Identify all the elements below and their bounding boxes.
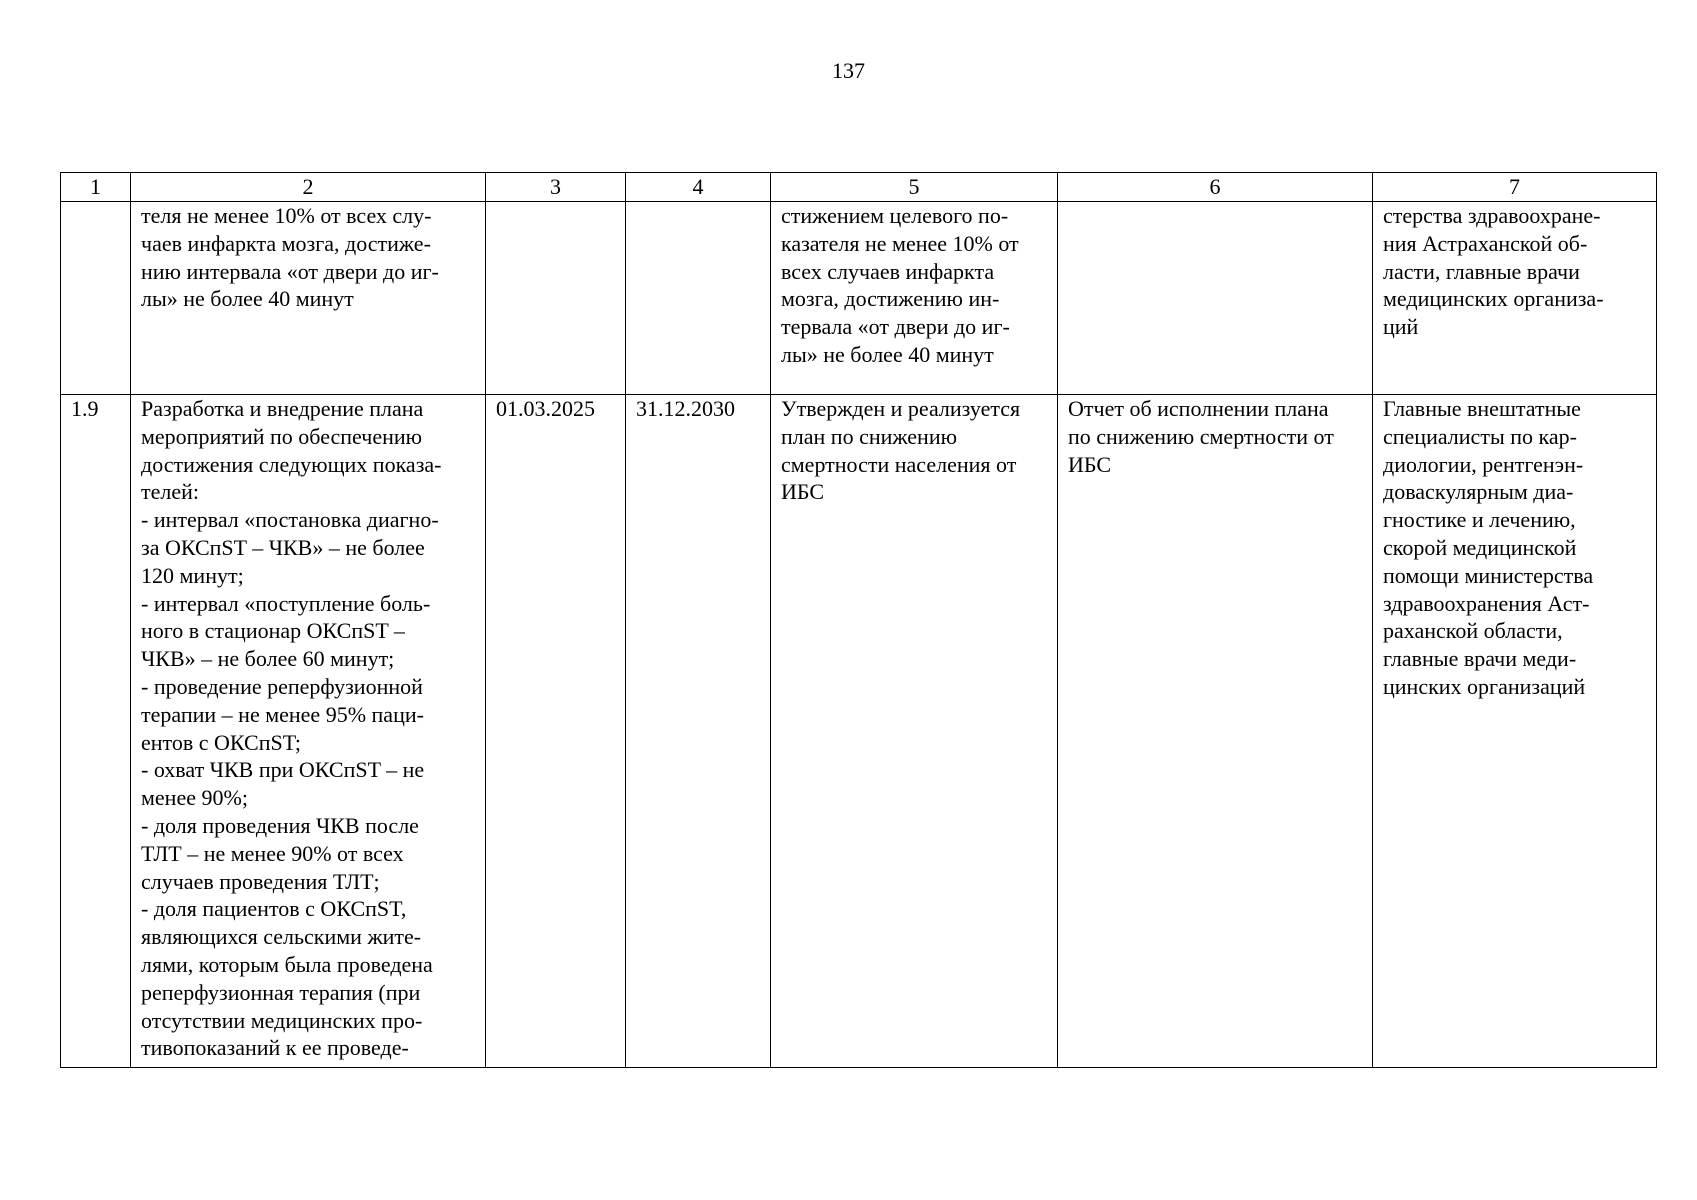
cell-responsible: Главные внештатные специалисты по кар- диологии, рентгенэн- доваскулярным диа- гностике и лечению, скорой медицинской помощи министерства здравоохранения Аст- раханской области, главные врачи меди- цинских организаций: [1373, 395, 1657, 1068]
column-header-6: 6: [1058, 173, 1373, 202]
table-row-1-9: [61, 395, 1657, 1068]
measures-table: [60, 172, 1657, 1068]
cell-control-characteristic: Отчет об исполнении плана по снижению смертности от ИБС: [1058, 395, 1373, 1068]
cell-start-date: 01.03.2025: [486, 395, 626, 1068]
cell-start-date: [486, 202, 626, 395]
cell-expected-result: стижением целевого по- казателя не менее 10% от всех случаев инфаркта мозга, достижению ин- тервала «от двери до иг- лы» не более 40 минут: [771, 202, 1058, 395]
table-row-continuation: [61, 202, 1657, 395]
cell-responsible: стерства здравоохране- ния Астраханской об- ласти, главные врачи медицинских организа- ций: [1373, 202, 1657, 395]
column-header-2: 2: [131, 173, 486, 202]
column-header-4: 4: [626, 173, 771, 202]
column-header-5: 5: [771, 173, 1058, 202]
column-header-3: 3: [486, 173, 626, 202]
cell-end-date: [626, 202, 771, 395]
column-header-7: 7: [1373, 173, 1657, 202]
column-header-1: 1: [61, 173, 131, 202]
column-number-header-row: [61, 173, 1657, 202]
page-number: 137: [832, 58, 865, 83]
cell-number: 1.9: [61, 395, 131, 1068]
cell-control-characteristic: [1058, 202, 1373, 395]
cell-measure-description: Разработка и внедрение плана мероприятий по обеспечению достижения следующих показа- телей: - интервал «постановка диагно- за ОКСпST – ЧКВ» – не более 120 минут; - интервал «поступление боль- ного в стационар ОКСпST – ЧКВ» – не более 60 минут; - проведение реперфузионной терапии – не менее 95% паци- ентов с ОКСпST; - охват ЧКВ при ОКСпST – не менее 90%; - доля проведения ЧКВ после ТЛТ – не менее 90% от всех случаев проведения ТЛТ; - доля пациентов с ОКСпST, являющихся сельскими жите- лями, которым была проведена реперфузионная терапия (при отсутствии медицинских про- тивопоказаний к ее проведе-: [131, 395, 486, 1068]
cell-measure-description: теля не менее 10% от всех слу- чаев инфаркта мозга, достиже- нию интервала «от двери до иг- лы» не более 40 минут: [131, 202, 486, 395]
cell-expected-result: Утвержден и реализуется план по снижению смертности населения от ИБС: [771, 395, 1058, 1068]
cell-end-date: 31.12.2030: [626, 395, 771, 1068]
cell-number: [61, 202, 131, 395]
